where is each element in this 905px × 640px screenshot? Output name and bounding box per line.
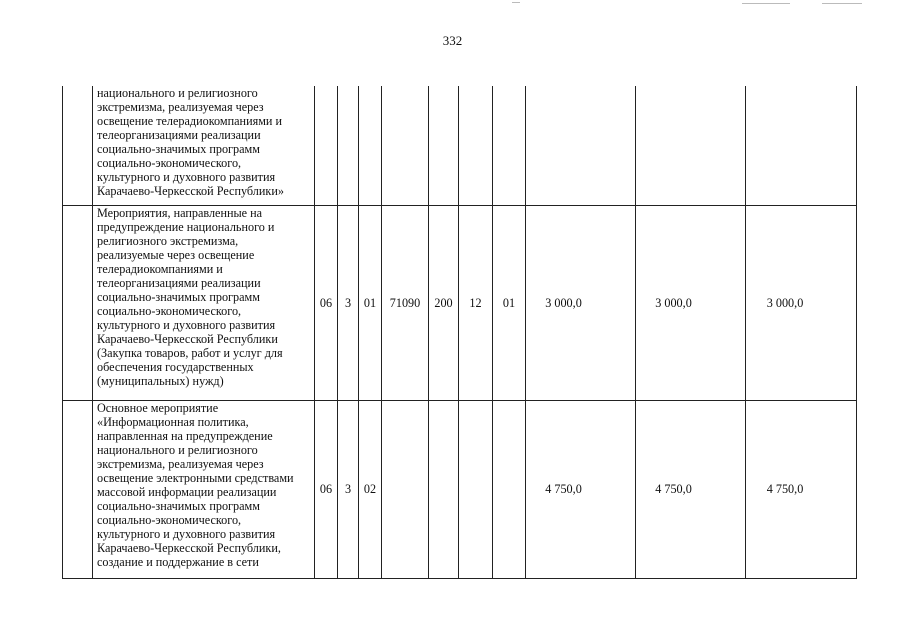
scan-speck — [512, 2, 520, 3]
code-cell — [315, 86, 338, 205]
code-cell: 200 — [429, 205, 459, 400]
table-row — [63, 86, 857, 205]
code-cell: 02 — [359, 400, 382, 578]
budget-table — [62, 86, 857, 579]
blank-cell — [63, 86, 93, 205]
code-cell: 06 — [315, 205, 338, 400]
code-cell — [382, 86, 429, 205]
code-cell: 06 — [315, 400, 338, 578]
amount-cell — [636, 86, 746, 205]
amount-cell: 4 750,0 — [526, 400, 636, 578]
code-cell: 12 — [459, 205, 493, 400]
row-description: национального и религиозного экстремизма, реализуемая через освещение телерадиокомпаниями и телеорганизациями реализации социально-значимых программ социально-экономического, культурного и духовного развития Карачаево-Черкесской Республики» — [93, 86, 315, 205]
page-number: 332 — [442, 33, 463, 48]
code-cell: 3 — [338, 400, 359, 578]
code-cell: 01 — [493, 205, 526, 400]
code-cell — [429, 400, 459, 578]
code-cell — [493, 400, 526, 578]
table-row — [63, 205, 857, 400]
row-description: Мероприятия, направленные на предупреждение национального и религиозного экстремизма, реализуемые через освещение телерадиокомпаниями и телеорганизациями реализации социально-значимых программ социально-экономического, культурного и духовного развития Карачаево-Черкесской Республики (Закупка товаров, работ и услуг для обеспечения государственных (муниципальных) нужд) — [93, 205, 315, 400]
amount-cell — [746, 86, 857, 205]
code-cell — [382, 400, 429, 578]
code-cell — [459, 86, 493, 205]
code-cell — [429, 86, 459, 205]
scan-speck — [822, 3, 862, 4]
amount-cell: 4 750,0 — [746, 400, 857, 578]
scan-speck — [742, 3, 790, 4]
amount-cell — [526, 86, 636, 205]
code-cell — [338, 86, 359, 205]
code-cell — [493, 86, 526, 205]
amount-cell: 3 000,0 — [746, 205, 857, 400]
amount-cell: 3 000,0 — [636, 205, 746, 400]
code-cell — [359, 86, 382, 205]
amount-cell: 4 750,0 — [636, 400, 746, 578]
code-cell — [459, 400, 493, 578]
amount-cell: 3 000,0 — [526, 205, 636, 400]
code-cell: 71090 — [382, 205, 429, 400]
blank-cell — [63, 400, 93, 578]
blank-cell — [63, 205, 93, 400]
table-row — [63, 400, 857, 578]
code-cell: 01 — [359, 205, 382, 400]
row-description: Основное мероприятие «Информационная политика, направленная на предупреждение национального и религиозного экстремизма, реализуемая через освещение электронными средствами массовой информации реализации социально-значимых программ социально-экономического, культурного и духовного развития Карачаево-Черкесской Республики, создание и поддержание в сети — [93, 400, 315, 578]
code-cell: 3 — [338, 205, 359, 400]
